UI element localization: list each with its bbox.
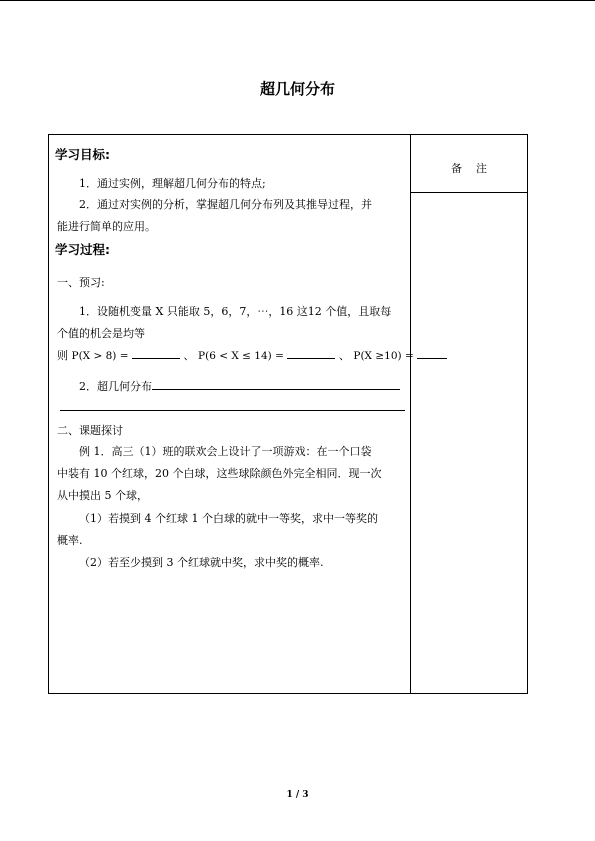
probability-expression-1: P(X > 8) =: [71, 350, 129, 362]
question-2: （2）若至少摸到 3 个红球就中奖，求中奖的概率.: [79, 556, 324, 569]
process-heading: 学习过程:: [55, 242, 110, 257]
notes-column-header: 备注: [451, 162, 501, 175]
probability-expression-2: P(6 < X ≤ 14) =: [198, 350, 284, 362]
question-1-line2: 概率.: [57, 534, 83, 547]
probability-blanks-row: [57, 347, 447, 363]
goal-item-2-line2: 能进行简单的应用。: [57, 220, 156, 233]
column-divider: [410, 134, 411, 694]
goals-heading: 学习目标:: [55, 147, 110, 162]
page-number: 1 / 3: [286, 790, 309, 800]
preview-problem-1-line2: 个值的机会是均等: [57, 327, 145, 340]
example-1-line1: 例 1．高三（1）班的联欢会上设计了一项游戏：在一个口袋: [79, 445, 372, 458]
answer-blank-2[interactable]: [287, 348, 335, 359]
answer-blank-3[interactable]: [417, 348, 447, 359]
separator-2: 、: [338, 349, 350, 362]
example-1-line3: 从中摸出 5 个球，: [57, 489, 148, 502]
explore-title: 二、课题探讨: [57, 424, 123, 437]
notes-header-divider: [410, 192, 528, 193]
answer-line[interactable]: [60, 410, 405, 411]
page-top-rule: [0, 0, 595, 1]
answer-blank-1[interactable]: [132, 348, 180, 359]
preview-problem-1-line1: 1．设随机变量 X 只能取 5，6，7，⋯，16 这12 个值，且取每: [79, 305, 392, 318]
goal-item-2-line1: 2．通过对实例的分析，掌握超几何分布列及其推导过程，并: [79, 198, 372, 211]
probability-expression-3: P(X ≥10) =: [353, 350, 414, 362]
separator-1: 、: [183, 349, 195, 362]
prefix-text: 则: [57, 349, 68, 362]
preview-problem-2: [79, 378, 400, 394]
example-1-line2: 中装有 10 个红球，20 个白球，这些球除颜色外完全相同．现一次: [57, 467, 382, 480]
question-1-line1: （1）若摸到 4 个红球 1 个白球的就中一等奖，求中一等奖的: [79, 512, 378, 525]
answer-blank-4[interactable]: [152, 379, 400, 390]
preview-problem-2-label: 2．超几何分布: [79, 380, 152, 393]
goal-item-1: 1．通过实例，理解超几何分布的特点;: [79, 177, 266, 190]
preview-title: 一、预习:: [57, 276, 105, 289]
page-title: 超几何分布: [259, 80, 335, 98]
